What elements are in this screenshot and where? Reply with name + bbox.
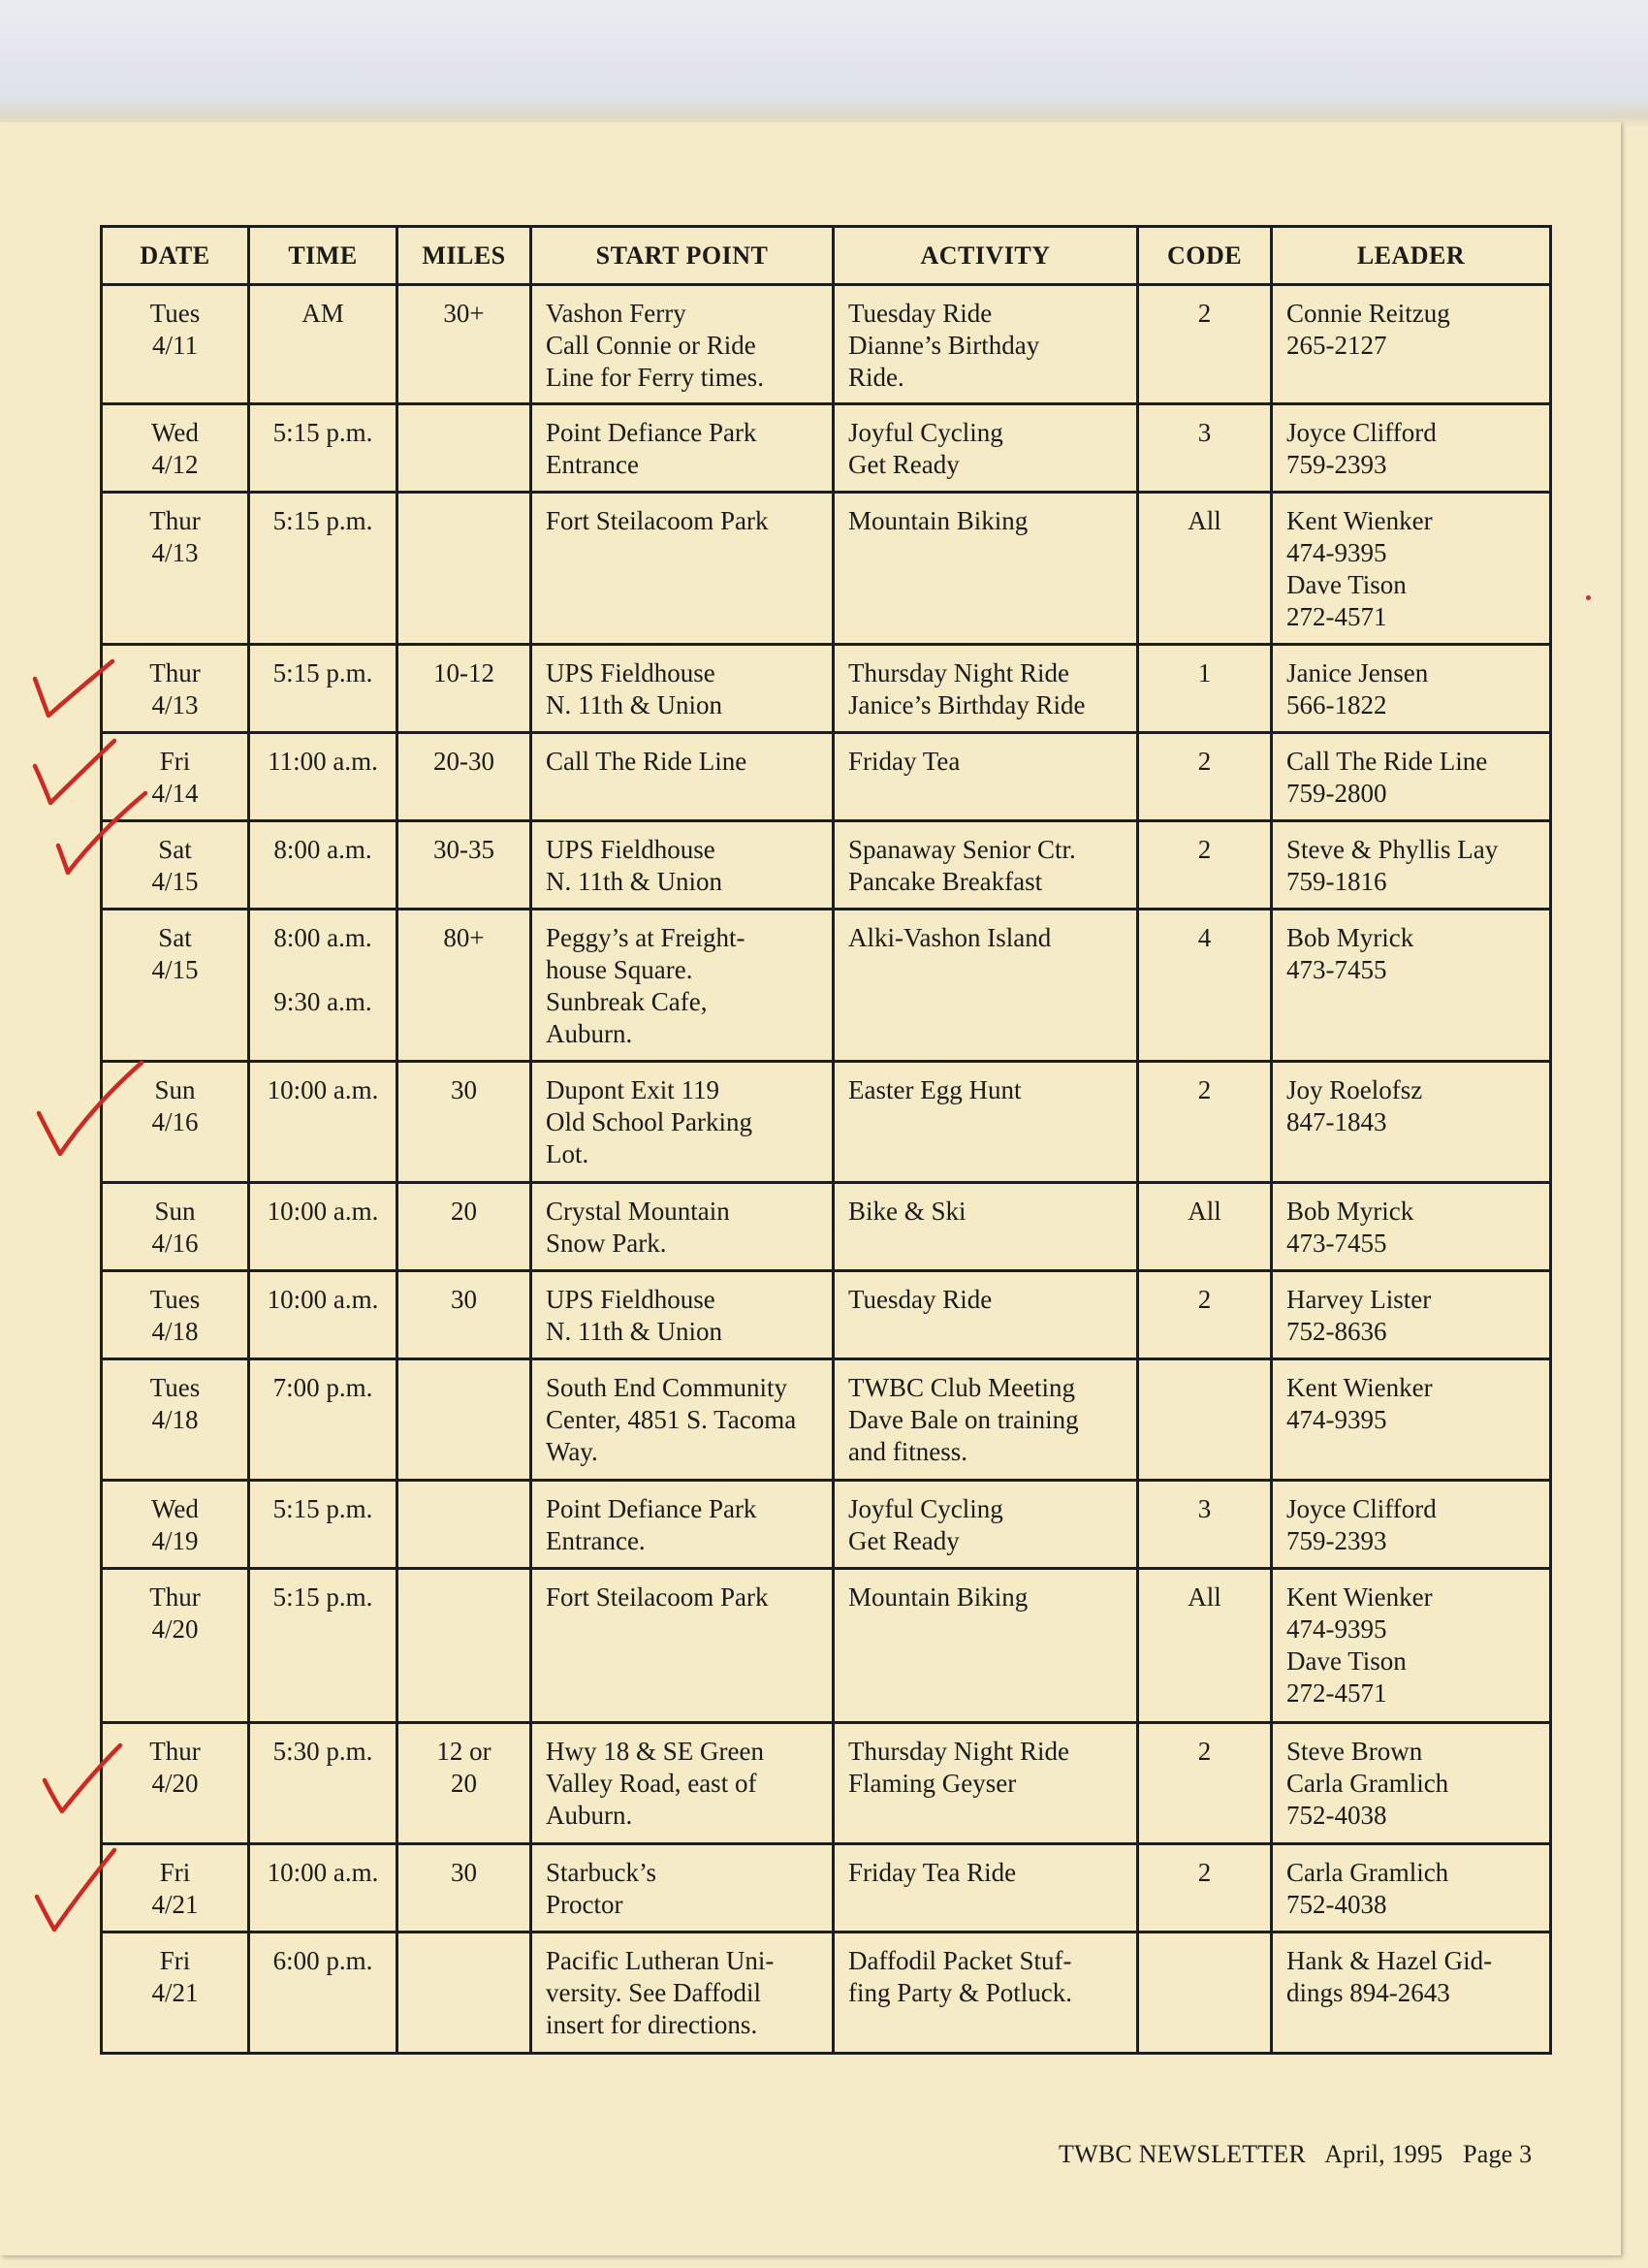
date-cell: Thur 4/13 [102,645,249,733]
activity-cell: Friday Tea [834,733,1138,821]
start-point-cell: UPS Fieldhouse N. 11th & Union [531,821,834,910]
miles-cell [397,493,531,645]
leader-cell: Bob Myrick 473-7455 [1272,1183,1551,1271]
miles-cell [397,1933,531,2054]
activity-cell: Tuesday Ride [834,1271,1138,1359]
time-cell: 8:00 a.m. [249,821,397,910]
page-footer [1059,2140,1545,2169]
miles-cell: 30+ [397,285,531,404]
table-row [102,1723,1551,1844]
leader-cell: Connie Reitzug 265-2127 [1272,285,1551,404]
header-date: DATE [102,227,249,285]
time-cell: AM [249,285,397,404]
activity-cell: Thursday Night Ride Flaming Geyser [834,1723,1138,1844]
code-cell: 2 [1138,1271,1272,1359]
table-row [102,1271,1551,1359]
table-row [102,493,1551,645]
table-header-row [102,227,1551,285]
start-point-cell: Fort Steilacoom Park [531,1569,834,1723]
date-cell: Thur 4/20 [102,1569,249,1723]
activity-cell: Alki-Vashon Island [834,910,1138,1062]
time-cell: 5:15 p.m. [249,493,397,645]
table-row [102,1062,1551,1183]
leader-cell: Steve Brown Carla Gramlich 752-4038 [1272,1723,1551,1844]
date-cell: Fri 4/21 [102,1844,249,1933]
ride-schedule-table [100,225,1552,2055]
code-cell: 2 [1138,733,1272,821]
publication-name: TWBC NEWSLETTER [1059,2140,1307,2168]
code-cell: 2 [1138,285,1272,404]
code-cell: 1 [1138,645,1272,733]
miles-cell [397,1569,531,1723]
header-time: TIME [249,227,397,285]
page-number: Page 3 [1463,2140,1533,2168]
leader-cell: Bob Myrick 473-7455 [1272,910,1551,1062]
miles-cell: 12 or 20 [397,1723,531,1844]
table-row [102,404,1551,493]
date-cell: Thur 4/13 [102,493,249,645]
issue-date: April, 1995 [1324,2140,1443,2168]
miles-cell: 80+ [397,910,531,1062]
time-cell: 5:15 p.m. [249,645,397,733]
miles-cell: 10-12 [397,645,531,733]
time-cell: 5:15 p.m. [249,404,397,493]
start-point-cell: Hwy 18 & SE Green Valley Road, east of Auburn. [531,1723,834,1844]
miles-cell: 30-35 [397,821,531,910]
activity-cell: Tuesday Ride Dianne’s Birthday Ride. [834,285,1138,404]
miles-cell [397,404,531,493]
date-cell: Sat 4/15 [102,821,249,910]
time-cell: 10:00 a.m. [249,1183,397,1271]
header-activity: ACTIVITY [834,227,1138,285]
leader-cell: Harvey Lister 752-8636 [1272,1271,1551,1359]
start-point-cell: Point Defiance Park Entrance. [531,1481,834,1569]
start-point-cell: Crystal Mountain Snow Park. [531,1183,834,1271]
leader-cell: Kent Wienker 474-9395 Dave Tison 272-4571 [1272,493,1551,645]
leader-cell: Janice Jensen 566-1822 [1272,645,1551,733]
date-cell: Thur 4/20 [102,1723,249,1844]
header-code: CODE [1138,227,1272,285]
table-row [102,1844,1551,1933]
miles-cell [397,1359,531,1481]
leader-cell: Joy Roelofsz 847-1843 [1272,1062,1551,1183]
table-row [102,821,1551,910]
activity-cell: Easter Egg Hunt [834,1062,1138,1183]
date-cell: Wed 4/19 [102,1481,249,1569]
start-point-cell: Point Defiance Park Entrance [531,404,834,493]
start-point-cell: Vashon Ferry Call Connie or Ride Line for Ferry times. [531,285,834,404]
time-cell: 5:15 p.m. [249,1481,397,1569]
date-cell: Sun 4/16 [102,1062,249,1183]
ink-speck [1586,595,1591,600]
code-cell: All [1138,1183,1272,1271]
code-cell: All [1138,1569,1272,1723]
header-miles: MILES [397,227,531,285]
time-cell: 10:00 a.m. [249,1271,397,1359]
table-row [102,1933,1551,2054]
code-cell [1138,1933,1272,2054]
table-row [102,910,1551,1062]
time-cell: 11:00 a.m. [249,733,397,821]
activity-cell: Friday Tea Ride [834,1844,1138,1933]
activity-cell: Spanaway Senior Ctr. Pancake Breakfast [834,821,1138,910]
leader-cell: Call The Ride Line 759-2800 [1272,733,1551,821]
miles-cell: 30 [397,1844,531,1933]
code-cell: 2 [1138,1723,1272,1844]
start-point-cell: Dupont Exit 119 Old School Parking Lot. [531,1062,834,1183]
table-row [102,733,1551,821]
start-point-cell: Call The Ride Line [531,733,834,821]
activity-cell: TWBC Club Meeting Dave Bale on training and fitness. [834,1359,1138,1481]
code-cell: 2 [1138,821,1272,910]
miles-cell: 20 [397,1183,531,1271]
time-cell: 7:00 p.m. [249,1359,397,1481]
start-point-cell: Peggy’s at Freight- house Square. Sunbreak Cafe, Auburn. [531,910,834,1062]
miles-cell: 30 [397,1062,531,1183]
time-cell: 5:30 p.m. [249,1723,397,1844]
activity-cell: Bike & Ski [834,1183,1138,1271]
header-start-point: START POINT [531,227,834,285]
code-cell: All [1138,493,1272,645]
time-cell: 10:00 a.m. [249,1844,397,1933]
start-point-cell: Fort Steilacoom Park [531,493,834,645]
date-cell: Fri 4/14 [102,733,249,821]
code-cell [1138,1359,1272,1481]
table-row [102,1183,1551,1271]
start-point-cell: Pacific Lutheran Uni- versity. See Daffodil insert for directions. [531,1933,834,2054]
date-cell: Fri 4/21 [102,1933,249,2054]
leader-cell: Joyce Clifford 759-2393 [1272,1481,1551,1569]
time-cell: 10:00 a.m. [249,1062,397,1183]
miles-cell [397,1481,531,1569]
code-cell: 2 [1138,1844,1272,1933]
activity-cell: Joyful Cycling Get Ready [834,1481,1138,1569]
table-row [102,1359,1551,1481]
date-cell: Tues 4/18 [102,1271,249,1359]
code-cell: 3 [1138,1481,1272,1569]
table-row [102,1569,1551,1723]
leader-cell: Hank & Hazel Gid- dings 894-2643 [1272,1933,1551,2054]
start-point-cell: South End Community Center, 4851 S. Tacoma Way. [531,1359,834,1481]
date-cell: Wed 4/12 [102,404,249,493]
leader-cell: Steve & Phyllis Lay 759-1816 [1272,821,1551,910]
miles-cell: 20-30 [397,733,531,821]
start-point-cell: Starbuck’s Proctor [531,1844,834,1933]
leader-cell: Joyce Clifford 759-2393 [1272,404,1551,493]
code-cell: 2 [1138,1062,1272,1183]
leader-cell: Carla Gramlich 752-4038 [1272,1844,1551,1933]
activity-cell: Mountain Biking [834,493,1138,645]
leader-cell: Kent Wienker 474-9395 Dave Tison 272-4571 [1272,1569,1551,1723]
header-leader: LEADER [1272,227,1551,285]
code-cell: 4 [1138,910,1272,1062]
leader-cell: Kent Wienker 474-9395 [1272,1359,1551,1481]
start-point-cell: UPS Fieldhouse N. 11th & Union [531,1271,834,1359]
time-cell: 5:15 p.m. [249,1569,397,1723]
activity-cell: Mountain Biking [834,1569,1138,1723]
miles-cell: 30 [397,1271,531,1359]
date-cell: Tues 4/18 [102,1359,249,1481]
activity-cell: Thursday Night Ride Janice’s Birthday Ride [834,645,1138,733]
table-row [102,1481,1551,1569]
code-cell: 3 [1138,404,1272,493]
date-cell: Tues 4/11 [102,285,249,404]
table-row [102,285,1551,404]
activity-cell: Joyful Cycling Get Ready [834,404,1138,493]
date-cell: Sun 4/16 [102,1183,249,1271]
start-point-cell: UPS Fieldhouse N. 11th & Union [531,645,834,733]
time-cell: 6:00 p.m. [249,1933,397,2054]
date-cell: Sat 4/15 [102,910,249,1062]
activity-cell: Daffodil Packet Stuf- fing Party & Potluck. [834,1933,1138,2054]
table-row [102,645,1551,733]
time-cell: 8:00 a.m. 9:30 a.m. [249,910,397,1062]
